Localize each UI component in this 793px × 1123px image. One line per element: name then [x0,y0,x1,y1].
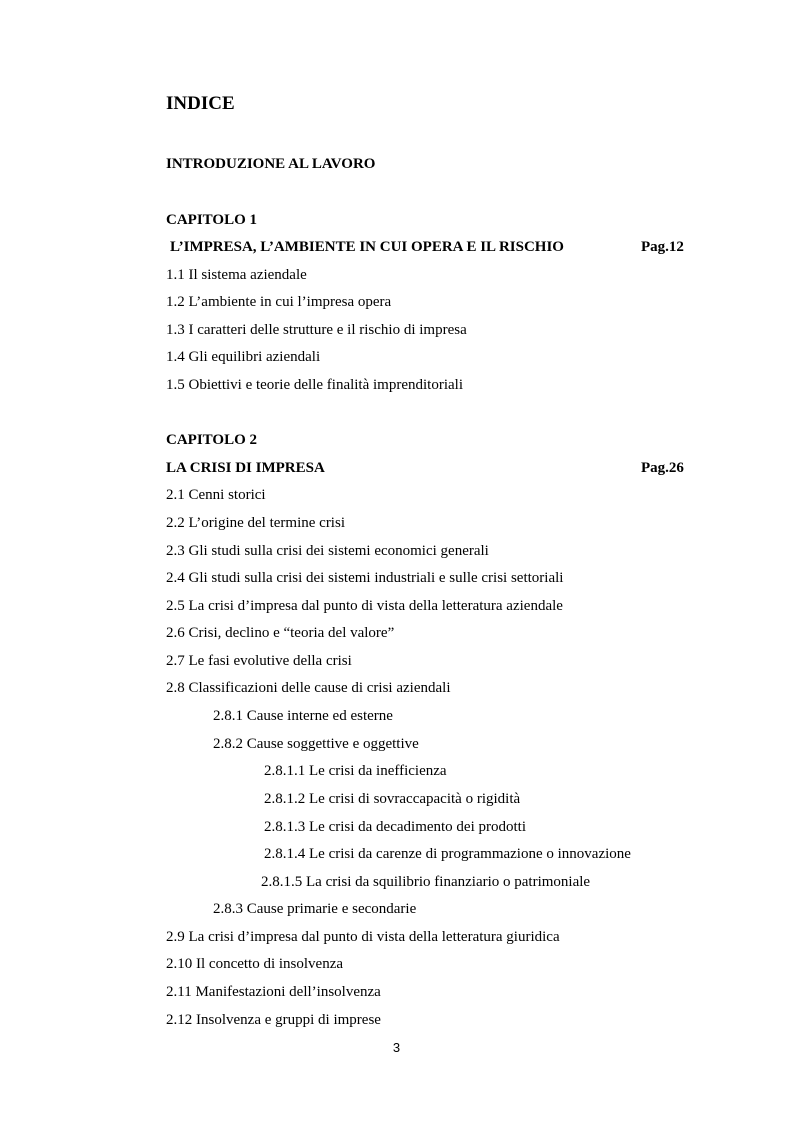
toc-subitem: 2.8.2 Cause soggettive e oggettive [213,736,419,752]
toc-subsubitem: 2.8.1.2 Le crisi di sovraccapacità o rigidità [264,791,521,807]
toc-item: 2.6 Crisi, declino e “teoria del valore” [166,625,395,641]
toc-subsubitem: 2.8.1.4 Le crisi da carenze di programmazione o innovazione [264,846,631,862]
toc-subsubitem: 2.8.1.5 La crisi da squilibrio finanziario o patrimoniale [261,874,591,890]
toc-item: 2.8 Classificazioni delle cause di crisi aziendali [166,680,451,696]
toc-item: 1.4 Gli equilibri aziendali [166,349,321,365]
toc-item: 2.4 Gli studi sulla crisi dei sistemi industriali e sulle crisi settoriali [166,570,564,586]
toc-item: 2.1 Cenni storici [166,487,266,503]
toc-subsubitem: 2.8.1.3 Le crisi da decadimento dei prodotti [264,819,527,835]
toc-subitem: 2.8.1 Cause interne ed esterne [213,708,393,724]
toc-item: 2.7 Le fasi evolutive della crisi [166,653,352,669]
chapter1-heading: L’IMPRESA, L’AMBIENTE IN CUI OPERA E IL RISCHIO [170,239,564,255]
toc-item: 2.12 Insolvenza e gruppi di imprese [166,1012,381,1028]
chapter2-label: CAPITOLO 2 [166,432,257,448]
toc-item: 2.9 La crisi d’impresa dal punto di vista della letteratura giuridica [166,929,560,945]
page-number: 3 [392,1040,401,1055]
page-title: INDICE [166,93,235,114]
chapter2-page: Pag.26 [641,460,684,476]
toc-item: 1.1 Il sistema aziendale [166,267,307,283]
toc-subsubitem: 2.8.1.1 Le crisi da inefficienza [264,763,447,779]
toc-subitem: 2.8.3 Cause primarie e secondarie [213,901,417,917]
toc-item: 1.3 I caratteri delle strutture e il rischio di impresa [166,322,467,338]
toc-item: 1.5 Obiettivi e teorie delle finalità imprenditoriali [166,377,463,393]
toc-item: 2.3 Gli studi sulla crisi dei sistemi economici generali [166,543,489,559]
chapter1-page: Pag.12 [641,239,684,255]
toc-item: 2.5 La crisi d’impresa dal punto di vista della letteratura aziendale [166,598,563,614]
chapter1-label: CAPITOLO 1 [166,212,257,228]
toc-item: 1.2 L’ambiente in cui l’impresa opera [166,294,392,310]
toc-item: 2.2 L’origine del termine crisi [166,515,345,531]
chapter2-heading: LA CRISI DI IMPRESA [166,460,325,476]
intro-heading: INTRODUZIONE AL LAVORO [166,156,376,172]
toc-item: 2.10 Il concetto di insolvenza [166,956,344,972]
toc-item: 2.11 Manifestazioni dell’insolvenza [166,984,381,1000]
